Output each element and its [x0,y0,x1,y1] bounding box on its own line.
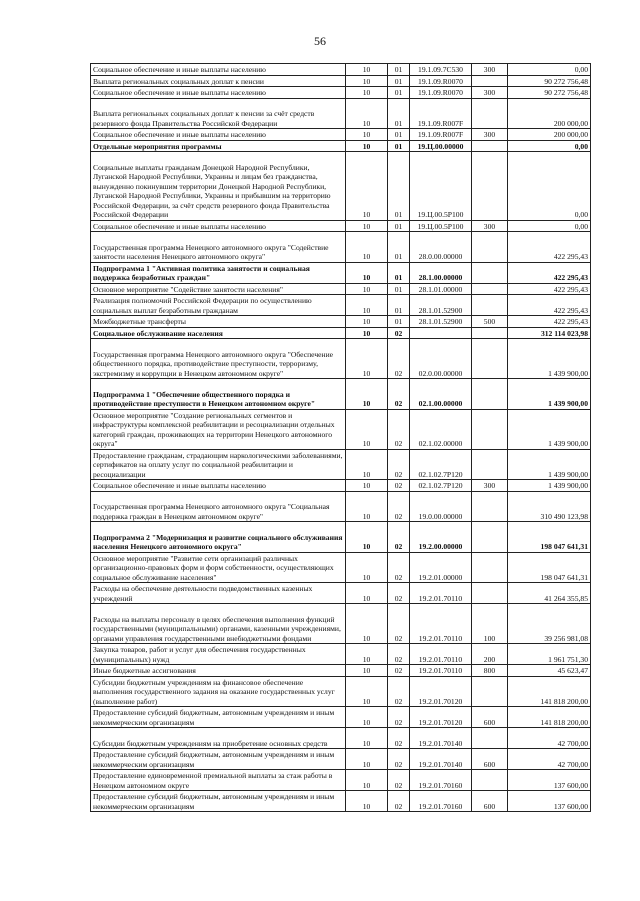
amount-cell: 39 256 981,08 [508,604,591,644]
section-code-cell: 10 [346,449,388,480]
section-code-cell: 10 [346,129,388,141]
table-row [91,316,591,328]
subsection-code-cell: 01 [388,64,410,76]
section-code-cell: 10 [346,665,388,677]
amount-cell: 312 114 023,98 [508,327,591,339]
page-number: 56 [314,34,326,48]
expense-name-cell: Выплата региональных социальных доплат к пенсии за счёт средств резервного фонда Правительства Российской Федерации [91,98,346,129]
expense-type-cell [472,327,508,339]
table-row [91,232,591,263]
amount-cell: 1 439 900,00 [508,339,591,379]
amount-cell: 422 295,43 [508,295,591,316]
expense-type-cell: 200 [472,644,508,665]
target-article-cell: 19.1.09.R007F [410,129,472,141]
target-article-cell: 28.0.00.00000 [410,232,472,263]
table-row [91,98,591,129]
amount-cell: 1 439 900,00 [508,480,591,492]
table-row [91,728,591,749]
target-article-cell: 19.Ц.00.5Р100 [410,152,472,221]
target-article-cell: 02.0.00.00000 [410,339,472,379]
section-code-cell: 10 [346,749,388,770]
section-code-cell: 10 [346,295,388,316]
expense-name-cell: Социальное обеспечение и иные выплаты населению [91,220,346,232]
target-article-cell: 02.1.00.00000 [410,379,472,410]
expense-name-cell: Закупка товаров, работ и услуг для обеспечения государственных (муниципальных) нужд [91,644,346,665]
section-code-cell: 10 [346,232,388,263]
expense-name-cell: Иные бюджетные ассигнования [91,665,346,677]
target-article-cell: 19.2.01.70110 [410,604,472,644]
table-row [91,339,591,379]
expense-type-cell: 300 [472,220,508,232]
expense-type-cell [472,152,508,221]
table-row [91,152,591,221]
expense-type-cell [472,339,508,379]
section-code-cell: 10 [346,152,388,221]
expense-name-cell: Подпрограмма 1 "Обеспечение общественного порядка и противодействие преступности в Ненецком автономном округе" [91,379,346,410]
table-row [91,262,591,283]
section-code-cell: 10 [346,283,388,295]
table-row [91,552,591,583]
target-article-cell: 19.1.09.R0070 [410,75,472,87]
amount-cell: 422 295,43 [508,316,591,328]
amount-cell: 200 000,00 [508,98,591,129]
subsection-code-cell: 02 [388,522,410,553]
expense-type-cell [472,552,508,583]
target-article-cell: 19.2.01.70160 [410,770,472,791]
table-row [91,491,591,522]
table-row [91,140,591,152]
target-article-cell: 19.Ц.00.00000 [410,140,472,152]
amount-cell: 0,00 [508,152,591,221]
expense-name-cell: Подпрограмма 2 "Модернизация и развитие социального обслуживания населения Ненецкого автономного округа" [91,522,346,553]
target-article-cell: 02.1.02.00000 [410,409,472,449]
amount-cell: 141 818 200,00 [508,676,591,707]
expense-name-cell: Социальное обеспечение и иные выплаты населению [91,64,346,76]
amount-cell: 310 490 123,98 [508,491,591,522]
amount-cell: 42 700,00 [508,728,591,749]
table-row [91,220,591,232]
amount-cell: 42 700,00 [508,749,591,770]
amount-cell: 90 272 756,48 [508,87,591,99]
table-row [91,522,591,553]
section-code-cell: 10 [346,604,388,644]
expense-name-cell: Социальное обеспечение и иные выплаты населению [91,87,346,99]
subsection-code-cell: 02 [388,480,410,492]
table-row [91,749,591,770]
expense-name-cell: Предоставление субсидий бюджетным, автономным учреждениям и иным некоммерческим организациям [91,707,346,728]
subsection-code-cell: 01 [388,232,410,263]
subsection-code-cell: 01 [388,283,410,295]
expense-name-cell: Социальное обслуживание населения [91,327,346,339]
subsection-code-cell: 01 [388,152,410,221]
target-article-cell: 02.1.02.7Р120 [410,480,472,492]
subsection-code-cell: 02 [388,665,410,677]
expense-name-cell: Социальное обеспечение и иные выплаты населению [91,480,346,492]
subsection-code-cell: 01 [388,87,410,99]
target-article-cell: 19.0.00.00000 [410,491,472,522]
expense-name-cell: Субсидии бюджетным учреждениям на финансовое обеспечение выполнения государственного задания на оказание государственных услуг (выполнение работ) [91,676,346,707]
expense-type-cell: 300 [472,480,508,492]
subsection-code-cell: 01 [388,140,410,152]
expense-type-cell: 300 [472,129,508,141]
expense-type-cell [472,583,508,604]
amount-cell: 1 439 900,00 [508,409,591,449]
expense-name-cell: Предоставление гражданам, страдающим наркологическими заболеваниями, сертификатов на оплату услуг по социальной реабилитации и ресоциализации [91,449,346,480]
expense-type-cell [472,449,508,480]
target-article-cell: 19.2.01.70140 [410,749,472,770]
table-row [91,707,591,728]
table-row [91,283,591,295]
expense-type-cell [472,522,508,553]
subsection-code-cell: 02 [388,604,410,644]
section-code-cell: 10 [346,75,388,87]
amount-cell: 0,00 [508,64,591,76]
expense-type-cell [472,295,508,316]
expense-type-cell [472,491,508,522]
table-row [91,449,591,480]
amount-cell: 1 961 751,30 [508,644,591,665]
amount-cell: 137 600,00 [508,770,591,791]
amount-cell: 422 295,43 [508,283,591,295]
expense-type-cell [472,379,508,410]
subsection-code-cell: 01 [388,262,410,283]
target-article-cell: 19.2.01.00000 [410,552,472,583]
subsection-code-cell: 02 [388,409,410,449]
subsection-code-cell: 02 [388,676,410,707]
target-article-cell: 28.1.01.00000 [410,283,472,295]
table-row [91,791,591,812]
table-row [91,295,591,316]
amount-cell: 198 047 641,31 [508,522,591,553]
section-code-cell: 10 [346,339,388,379]
target-article-cell: 19.2.01.70120 [410,676,472,707]
target-article-cell: 19.1.09.7С530 [410,64,472,76]
section-code-cell: 10 [346,728,388,749]
subsection-code-cell: 01 [388,316,410,328]
expense-name-cell: Субсидии бюджетным учреждениям на приобретение основных средств [91,728,346,749]
section-code-cell: 10 [346,64,388,76]
target-article-cell: 28.1.00.00000 [410,262,472,283]
amount-cell: 1 439 900,00 [508,379,591,410]
target-article-cell: 19.2.01.70140 [410,728,472,749]
amount-cell: 90 272 756,48 [508,75,591,87]
target-article-cell: 19.1.09.R007F [410,98,472,129]
table-row [91,327,591,339]
expense-type-cell: 500 [472,316,508,328]
expense-name-cell: Выплата региональных социальных доплат к пенсии [91,75,346,87]
section-code-cell: 10 [346,583,388,604]
subsection-code-cell: 02 [388,449,410,480]
subsection-code-cell: 02 [388,728,410,749]
table-row [91,665,591,677]
section-code-cell: 10 [346,379,388,410]
subsection-code-cell: 01 [388,295,410,316]
target-article-cell: 19.Ц.00.5Р100 [410,220,472,232]
section-code-cell: 10 [346,87,388,99]
expense-type-cell [472,409,508,449]
subsection-code-cell: 02 [388,491,410,522]
section-code-cell: 10 [346,791,388,812]
subsection-code-cell: 02 [388,644,410,665]
expense-name-cell: Социальные выплаты гражданам Донецкой Народной Республики, Луганской Народной Республики, Украины и лицам без гражданства, вынужденно покинувшим территории Донецкой Народной Республики, Луганской Народной Республики, Украины и прибывшим на территорию Российской Федерации, за счёт средств резервного фонда Правительства Российской Федерации [91,152,346,221]
table-row [91,583,591,604]
table-row [91,676,591,707]
amount-cell: 422 295,43 [508,232,591,263]
section-code-cell: 10 [346,770,388,791]
section-code-cell: 10 [346,522,388,553]
subsection-code-cell: 02 [388,327,410,339]
expense-type-cell [472,676,508,707]
subsection-code-cell: 02 [388,791,410,812]
subsection-code-cell: 01 [388,98,410,129]
target-article-cell: 19.2.01.70110 [410,665,472,677]
expense-name-cell: Социальное обеспечение и иные выплаты населению [91,129,346,141]
table-row [91,770,591,791]
section-code-cell: 10 [346,676,388,707]
table-row [91,409,591,449]
expense-type-cell: 800 [472,665,508,677]
expense-name-cell: Основное мероприятие "Содействие занятости населения" [91,283,346,295]
target-article-cell: 19.2.00.00000 [410,522,472,553]
amount-cell: 141 818 200,00 [508,707,591,728]
table-row [91,644,591,665]
subsection-code-cell: 01 [388,75,410,87]
section-code-cell: 10 [346,491,388,522]
target-article-cell: 02.1.02.7Р120 [410,449,472,480]
target-article-cell: 19.2.01.70110 [410,644,472,665]
budget-table-body [91,64,591,812]
section-code-cell: 10 [346,644,388,665]
section-code-cell: 10 [346,480,388,492]
section-code-cell: 10 [346,98,388,129]
section-code-cell: 10 [346,409,388,449]
amount-cell: 1 439 900,00 [508,449,591,480]
table-row [91,480,591,492]
expense-type-cell: 300 [472,87,508,99]
section-code-cell: 10 [346,552,388,583]
section-code-cell: 10 [346,327,388,339]
amount-cell: 0,00 [508,140,591,152]
target-article-cell: 28.1.01.52900 [410,316,472,328]
amount-cell: 45 623,47 [508,665,591,677]
expense-type-cell [472,140,508,152]
expense-name-cell: Государственная программа Ненецкого автономного округа "Содействие занятости населения Ненецкого автономного округа" [91,232,346,263]
expense-type-cell [472,728,508,749]
expense-name-cell: Расходы на обеспечение деятельности подведомственных казенных учреждений [91,583,346,604]
expense-name-cell: Предоставление субсидий бюджетным, автономным учреждениям и иным некоммерческим организациям [91,791,346,812]
expense-type-cell [472,283,508,295]
subsection-code-cell: 02 [388,339,410,379]
expense-type-cell [472,770,508,791]
table-row [91,379,591,410]
amount-cell: 0,00 [508,220,591,232]
expense-name-cell: Подпрограмма 1 "Активная политика занятости и социальная поддержка безработных граждан" [91,262,346,283]
subsection-code-cell: 02 [388,749,410,770]
target-article-cell: 19.2.01.70120 [410,707,472,728]
subsection-code-cell: 02 [388,707,410,728]
amount-cell: 422 295,43 [508,262,591,283]
budget-table [90,63,591,812]
expense-name-cell: Отдельные мероприятия программы [91,140,346,152]
table-row [91,604,591,644]
table-row [91,87,591,99]
amount-cell: 198 047 641,31 [508,552,591,583]
expense-name-cell: Основное мероприятие "Развитие сети организаций различных организационно-правовых форм и форм собственности, осуществляющих социальное обслуживание населения" [91,552,346,583]
table-row [91,64,591,76]
amount-cell: 137 600,00 [508,791,591,812]
expense-type-cell [472,98,508,129]
table-row [91,75,591,87]
amount-cell: 200 000,00 [508,129,591,141]
expense-type-cell [472,262,508,283]
subsection-code-cell: 01 [388,129,410,141]
section-code-cell: 10 [346,262,388,283]
expense-type-cell: 600 [472,707,508,728]
subsection-code-cell: 02 [388,583,410,604]
subsection-code-cell: 02 [388,379,410,410]
expense-type-cell [472,232,508,263]
expense-type-cell [472,75,508,87]
section-code-cell: 10 [346,707,388,728]
table-row [91,129,591,141]
amount-cell: 41 264 355,85 [508,583,591,604]
expense-name-cell: Основное мероприятие "Создание региональных сегментов и инфраструктуры комплексной реабилитации и ресоциализации отдельных категорий граждан, проживающих на территории Ненецкого автономного округа" [91,409,346,449]
expense-type-cell: 600 [472,791,508,812]
expense-name-cell: Расходы на выплаты персоналу в целях обеспечения выполнения функций государственными (муниципальными) органами, казенными учреждениями, органами управления государственными внебюджетными фондами [91,604,346,644]
section-code-cell: 10 [346,220,388,232]
section-code-cell: 10 [346,140,388,152]
expense-name-cell: Межбюджетные трансферты [91,316,346,328]
section-code-cell: 10 [346,316,388,328]
subsection-code-cell: 01 [388,220,410,232]
subsection-code-cell: 02 [388,552,410,583]
subsection-code-cell: 02 [388,770,410,791]
target-article-cell: 19.1.09.R0070 [410,87,472,99]
target-article-cell: 28.1.01.52900 [410,295,472,316]
target-article-cell: 19.2.01.70160 [410,791,472,812]
expense-name-cell: Государственная программа Ненецкого автономного округа "Обеспечение общественного порядка, противодействие преступности, терроризму, экстремизму и коррупции в Ненецком автономном округе" [91,339,346,379]
target-article-cell [410,327,472,339]
expense-name-cell: Предоставление единовременной премиальной выплаты за стаж работы в Ненецком автономном округе [91,770,346,791]
expense-type-cell: 100 [472,604,508,644]
expense-type-cell: 300 [472,64,508,76]
expense-type-cell: 600 [472,749,508,770]
expense-name-cell: Государственная программа Ненецкого автономного округа "Социальная поддержка граждан в Ненецком автономном округе" [91,491,346,522]
target-article-cell: 19.2.01.70110 [410,583,472,604]
expense-name-cell: Реализация полномочий Российской Федерации по осуществлению социальных выплат безработным гражданам [91,295,346,316]
expense-name-cell: Предоставление субсидий бюджетным, автономным учреждениям и иным некоммерческим организациям [91,749,346,770]
